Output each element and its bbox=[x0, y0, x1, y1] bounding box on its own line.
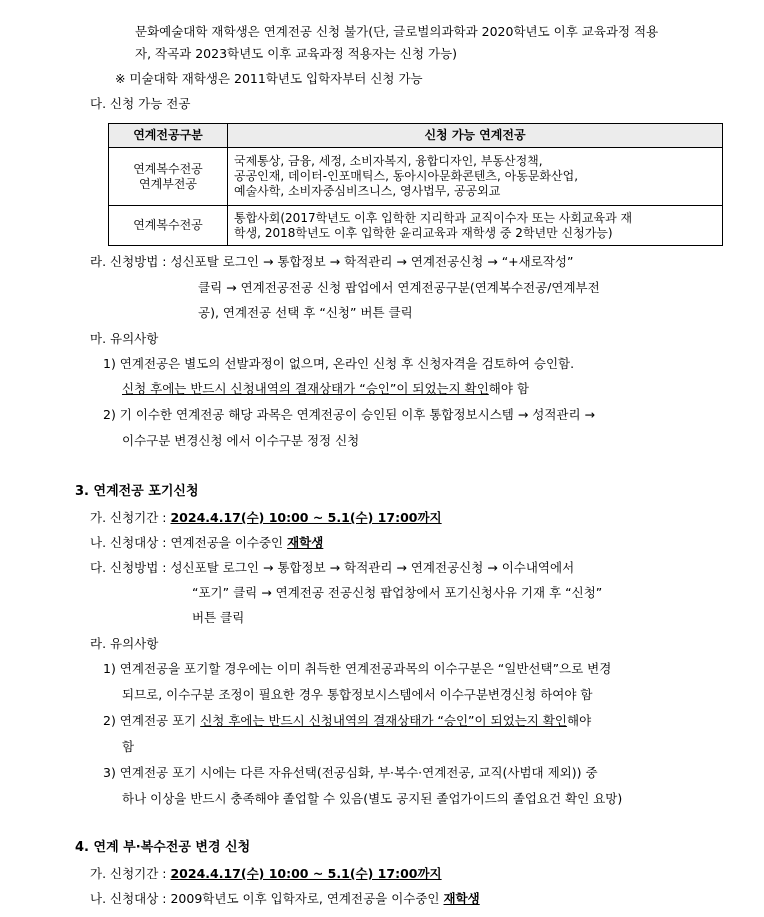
table-cell-type: 연계복수전공 bbox=[109, 206, 228, 246]
period-label: 가. 신청기간 : bbox=[90, 510, 171, 525]
majors-table bbox=[108, 123, 723, 246]
note-item: 2) 기 이수한 연계전공 해당 과목은 연계전공이 승인된 이후 통합정보시스템 → 성적관리 → bbox=[103, 407, 596, 422]
note-item: 1) 연계전공은 별도의 선발과정이 없으며, 온라인 신청 후 신청자격을 검토하여 승인함. bbox=[103, 356, 575, 371]
table-header-type: 연계전공구분 bbox=[109, 124, 228, 148]
section-4-title: 4. 연계 부·복수전공 변경 신청 bbox=[75, 840, 251, 855]
note-item: 3) 연계전공 포기 시에는 다른 자유선택(전공심화, 부·복수·연계전공, 교직(사범대 제외)) 중 bbox=[103, 765, 598, 780]
majors-line: 예술사학, 소비자중심비즈니스, 영사법무, 공공외교 bbox=[234, 184, 501, 198]
period-label: 가. 신청기간 : bbox=[90, 866, 171, 881]
period-line bbox=[90, 510, 442, 526]
apply-method-line: 공), 연계전공 선택 후 “신청” 버튼 클릭 bbox=[198, 305, 413, 320]
table-cell-majors bbox=[228, 148, 723, 206]
table-cell-type bbox=[109, 148, 228, 206]
majors-line: 통합사회(2017학년도 이후 입학한 지리학과 교직이수자 또는 사회교육과 재 bbox=[234, 210, 633, 225]
majors-line: 학생, 2018학년도 이후 입학한 윤리교육과 재학생 중 2학년만 신청가능) bbox=[234, 225, 613, 240]
notes-title: 마. 유의사항 bbox=[90, 331, 159, 346]
section-da-title: 다. 신청 가능 전공 bbox=[90, 96, 191, 111]
note-text: 해야 bbox=[567, 713, 592, 728]
note-text: 해야 함 bbox=[488, 381, 529, 396]
note-line: ※ 미술대학 재학생은 2011학년도 입학자부터 신청 가능 bbox=[115, 71, 423, 86]
target-label: 나. 신청대상 : 2009학년도 이후 입학자로, 연계전공을 이수중인 bbox=[90, 891, 444, 906]
target-line bbox=[90, 535, 323, 551]
target-label: 나. 신청대상 : 연계전공을 이수중인 bbox=[90, 535, 288, 550]
majors-line: 국제통상, 금융, 세정, 소비자복지, 융합디자인, 부동산정책, bbox=[234, 154, 543, 168]
target-line bbox=[90, 891, 480, 907]
apply-method-line: 클릭 → 연계전공전공 신청 팝업에서 연계전공구분(연계복수전공/연계부전 bbox=[198, 280, 600, 295]
apply-method-line: 라. 신청방법 : 성신포탈 로그인 → 통합정보 → 학적관리 → 연계전공신청 → “+새로작성” bbox=[90, 254, 574, 269]
notes-title: 라. 유의사항 bbox=[90, 636, 159, 651]
majors-line: 공공인재, 데이터-인포매틱스, 동아시아문화콘텐츠, 아동문화산업, bbox=[234, 169, 579, 183]
period-value: 2024.4.17(수) 10:00 ~ 5.1(수) 17:00까지 bbox=[170, 866, 442, 881]
note-item: 1) 연계전공을 포기할 경우에는 이미 취득한 연계전공과목의 이수구분은 “일반선택”으로 변경 bbox=[103, 661, 612, 676]
period-line bbox=[90, 866, 442, 882]
target-value: 재학생 bbox=[443, 891, 480, 906]
note-text: 2) 연계전공 포기 bbox=[103, 713, 201, 728]
note-item bbox=[103, 713, 591, 729]
note-item: 되므로, 이수구분 조정이 필요한 경우 통합정보시스템에서 이수구분변경신청 하여야 함 bbox=[122, 687, 593, 702]
method-line: 버튼 클릭 bbox=[192, 610, 245, 625]
text-line: 자, 작곡과 2023학년도 이후 교육과정 적용자는 신청 가능) bbox=[135, 46, 458, 61]
note-item: 하나 이상을 반드시 충족해야 졸업할 수 있음(별도 공지된 졸업가이드의 졸업요건 확인 요망) bbox=[122, 791, 623, 806]
text-line: 문화예술대학 재학생은 연계전공 신청 불가(단, 글로벌의과학과 2020학년도 이후 교육과정 적용 bbox=[135, 24, 659, 39]
underlined-text: 신청 후에는 반드시 신청내역의 결재상태가 “승인”이 되었는지 확인 bbox=[200, 713, 567, 728]
underlined-text: 신청 후에는 반드시 신청내역의 결재상태가 “승인”이 되었는지 확인 bbox=[122, 381, 489, 396]
note-item: 함 bbox=[122, 739, 135, 754]
period-value: 2024.4.17(수) 10:00 ~ 5.1(수) 17:00까지 bbox=[170, 510, 442, 525]
type-label: 연계부전공 bbox=[139, 176, 197, 191]
section-3-title: 3. 연계전공 포기신청 bbox=[75, 484, 199, 499]
note-item: 이수구분 변경신청 에서 이수구분 정정 신청 bbox=[122, 433, 360, 448]
method-line: “포기” 클릭 → 연계전공 전공신청 팝업창에서 포기신청사유 기재 후 “신청” bbox=[192, 585, 603, 600]
method-line: 다. 신청방법 : 성신포탈 로그인 → 통합정보 → 학적관리 → 연계전공신청 → 이수내역에서 bbox=[90, 560, 575, 575]
type-label: 연계복수전공 bbox=[133, 161, 203, 176]
note-item bbox=[122, 381, 529, 397]
table-header-majors: 신청 가능 연계전공 bbox=[228, 124, 723, 148]
target-value: 재학생 bbox=[287, 535, 324, 550]
table-cell-majors bbox=[228, 206, 723, 246]
